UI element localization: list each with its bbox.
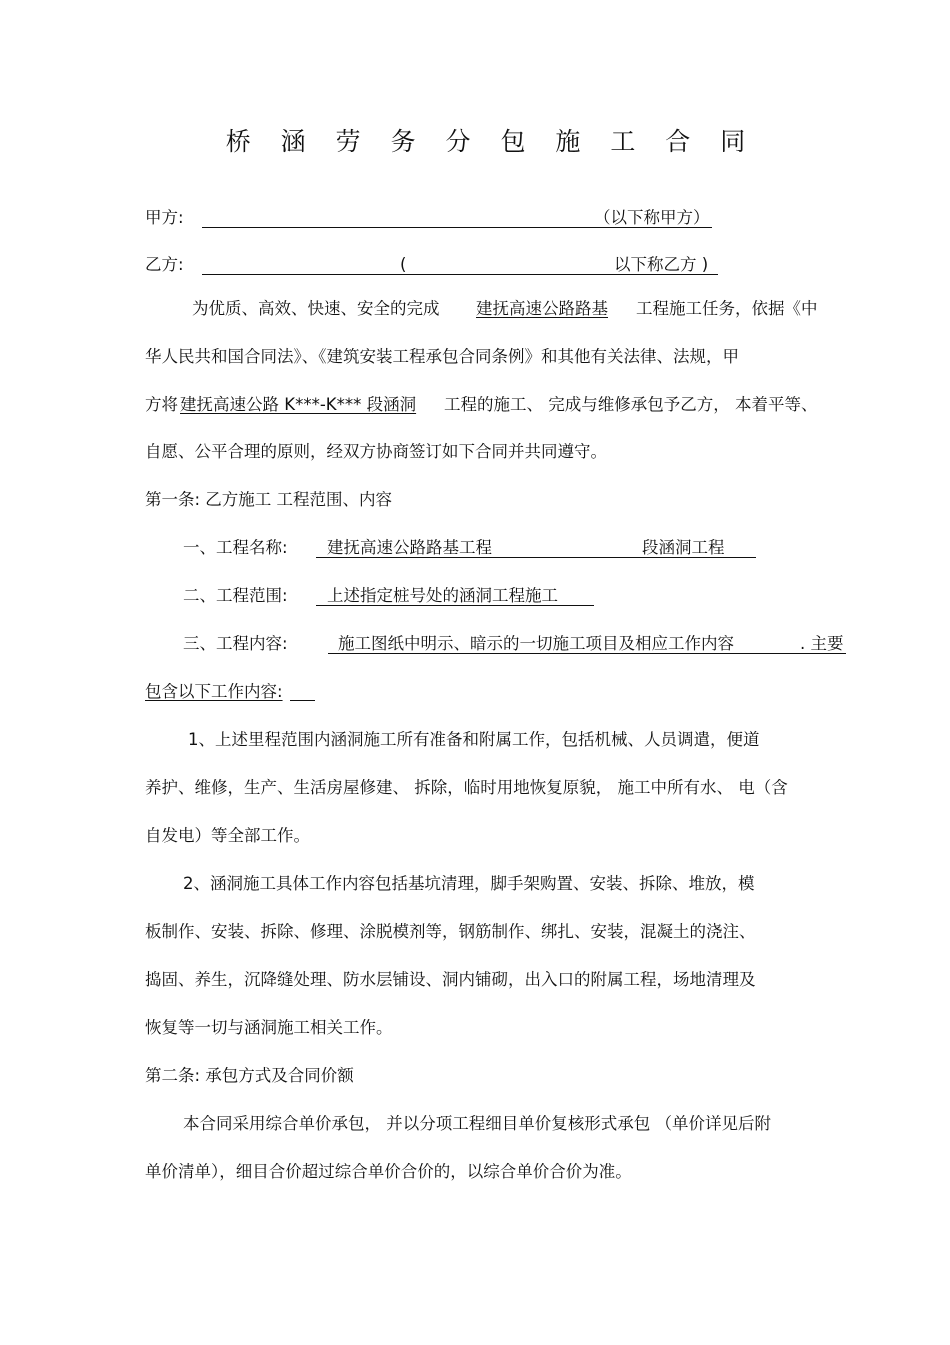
party-b-suffix: 以下称乙方 ) xyxy=(614,255,709,274)
scope-para-2-line-4: 恢复等一切与涵洞施工相关工作。 xyxy=(145,1018,393,1037)
item-3-tail: . 主要 xyxy=(800,634,844,653)
article-2-line-1: 本合同采用综合单价承包， 并以分项工程细目单价复核形式承包 （单价详见后附 xyxy=(183,1114,771,1133)
scope-para-2-line-1: 2、涵洞施工具体工作内容包括基坑清理，脚手架购置、安装、拆除、堆放，模 xyxy=(183,874,755,893)
intro-line-1-a: 为优质、高效、快速、安全的完成 xyxy=(192,299,440,318)
item-2-value: 上述指定桩号处的涵洞工程施工 xyxy=(327,586,558,605)
intro-line-4: 自愿、公平合理的原则，经双方协商签订如下合同并共同遵守。 xyxy=(145,442,607,461)
scope-para-2-line-2: 板制作、安装、拆除、修理、涂脱模剂等，钢筋制作、绑扎、安装，混凝土的浇注、 xyxy=(145,922,756,941)
item-2-label: 二、工程范围: xyxy=(183,586,288,605)
document-title: 桥 涵 劳 务 分 包 施 工 合 同 xyxy=(225,127,757,156)
item-3-label: 三、工程内容: xyxy=(183,634,288,653)
party-b-open-paren: ( xyxy=(400,255,407,274)
item-3-value: 施工图纸中明示、暗示的一切施工项目及相应工作内容 xyxy=(338,634,734,653)
intro-line-1-c: 工程施工任务，依据《中 xyxy=(636,299,818,318)
item-3-continuation: 包含以下工作内容: xyxy=(145,682,283,701)
scope-para-1-line-3: 自发电）等全部工作。 xyxy=(145,826,310,845)
scope-para-1-line-1: 1、上述里程范围内涵洞施工所有准备和附属工作，包括机械、人员调遣，便道 xyxy=(188,730,760,749)
article-2-heading: 第二条: 承包方式及合同价额 xyxy=(145,1066,354,1085)
item-1-value-b: 段涵洞工程 xyxy=(642,538,725,557)
party-a-label: 甲方: xyxy=(145,208,184,227)
party-a-suffix: （以下称甲方） xyxy=(594,208,710,227)
scope-para-2-line-3: 捣固、养生，沉降缝处理、防水层铺设、洞内铺砌，出入口的附属工程，场地清理及 xyxy=(145,970,756,989)
item-3-continuation-underline xyxy=(290,700,315,701)
article-1-heading: 第一条: 乙方施工 工程范围、内容 xyxy=(145,490,393,509)
party-b-label: 乙方: xyxy=(145,255,184,274)
intro-section-name: 建抚高速公路 K***-K*** 段涵洞 xyxy=(180,395,417,414)
intro-line-2: 华人民共和国合同法》、《建筑安装工程承包合同条例》和其他有关法律、法规，甲 xyxy=(145,347,739,366)
article-2-line-2: 单价清单），细目合价超过综合单价合价的，以综合单价合价为准。 xyxy=(145,1162,632,1181)
item-1-value-a: 建抚高速公路路基工程 xyxy=(327,538,492,557)
intro-project-name: 建抚高速公路路基 xyxy=(476,299,608,318)
intro-line-3-c: 工程的施工、 完成与维修承包予乙方， 本着平等、 xyxy=(444,395,818,414)
item-1-label: 一、工程名称: xyxy=(183,538,288,557)
scope-para-1-line-2: 养护、维修，生产、生活房屋修建、 拆除，临时用地恢复原貌， 施工中所有水、 电（含 xyxy=(145,778,788,797)
intro-line-3-a: 方将 xyxy=(145,395,178,414)
